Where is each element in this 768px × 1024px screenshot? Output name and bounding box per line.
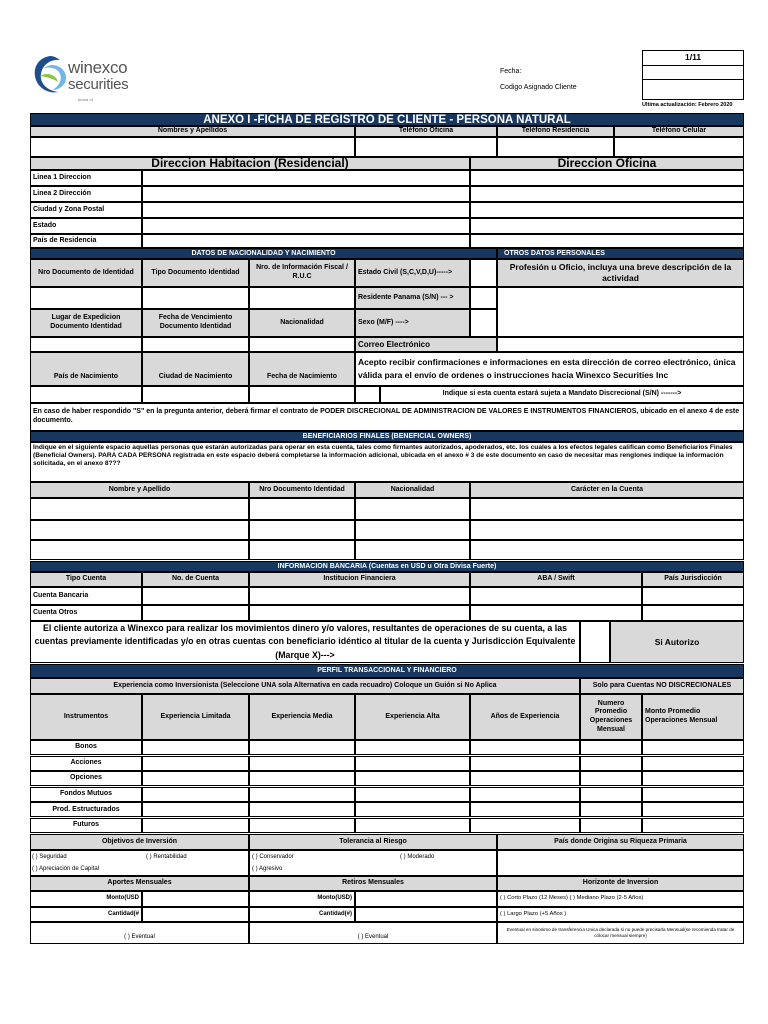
instrument-cell[interactable] — [580, 740, 642, 755]
option-retiros-eventual[interactable]: ( ) Eventual — [249, 922, 497, 944]
input-bancaria-no[interactable] — [142, 587, 249, 605]
input-tel-oficina[interactable] — [355, 137, 497, 157]
label-objetivos: Objetivos de Inversión — [30, 834, 249, 850]
instrument-cell[interactable] — [470, 771, 580, 786]
option-rentabilidad[interactable]: ( ) Rentabilidad — [146, 854, 187, 860]
instrument-cell[interactable] — [470, 787, 580, 802]
label-nacionalidad: Nacionalidad — [249, 309, 355, 337]
instrument-cell[interactable] — [580, 756, 642, 771]
band-otros-datos: OTROS DATOS PERSONALES — [497, 248, 744, 259]
logo-swirl-icon — [30, 54, 70, 96]
company-logo — [30, 52, 150, 114]
input-acepto[interactable] — [355, 386, 380, 403]
nota-mandato: En caso de haber respondido "S" en la pregunta anterior, deberá firmar el contrato de PODER DISCRECIONAL DE ADMINISTRACION DE VALORES E INSTRUMENTOS FINANCIEROS, ubicado en el anexo 4 de este documento. — [30, 403, 744, 431]
instrument-cell[interactable] — [470, 818, 580, 833]
col-tipo-cuenta: Tipo Cuenta — [30, 572, 142, 587]
col-nro-doc: Nro Documento Identidad — [249, 482, 355, 498]
option-agresivo[interactable]: ( ) Agresivo — [252, 866, 283, 872]
benef-row-3-nombre[interactable] — [30, 540, 249, 560]
input-linea2-hab[interactable] — [142, 186, 470, 202]
instrument-cell[interactable] — [142, 787, 249, 802]
instrument-cell[interactable] — [142, 818, 249, 833]
instrument-cell[interactable] — [142, 771, 249, 786]
label-correo: Correo Electrónico — [355, 337, 497, 352]
autoriza-text: El cliente autoriza a Winexco para realizar los movimientos dinero y/o valores, resultantes de operaciones de su cuenta, a las cuentas previamente identificadas y/o en otras cuentas con beneficiario idéntico al titular de la cuenta y Jurisdicción Equivalente (Marque X)---> — [30, 621, 580, 663]
instrument-cell[interactable] — [249, 787, 355, 802]
input-sexo[interactable] — [470, 309, 497, 337]
label-tipo-doc: Tipo Documento Identidad — [142, 259, 249, 287]
si-autorizo: Si Autorizo — [610, 621, 744, 663]
instrument-cell[interactable] — [470, 756, 580, 771]
input-aportes-cantidad[interactable] — [142, 907, 249, 922]
label-pais-nac: País de Nacimiento — [30, 352, 142, 386]
input-estado-civil[interactable] — [470, 259, 497, 287]
logo-sub: securities — [68, 76, 129, 93]
band-bancaria: INFORMACION BANCARIA (Cuentas en USD u Otra Divisa Fuerte) — [30, 561, 744, 572]
instrument-cell[interactable] — [580, 818, 642, 833]
input-ciudad-hab[interactable] — [142, 202, 470, 218]
input-fecha-venc[interactable] — [142, 337, 249, 352]
benef-row-3-doc[interactable] — [249, 540, 355, 560]
input-estado-ofi[interactable] — [470, 218, 744, 234]
instrument-cell[interactable] — [642, 787, 744, 802]
label-tel-oficina: Teléfono Oficina — [355, 126, 497, 137]
instrument-cell[interactable] — [142, 756, 249, 771]
input-tel-celular[interactable] — [614, 137, 744, 157]
input-pais-ofi[interactable] — [470, 234, 744, 248]
input-linea1-ofi[interactable] — [470, 170, 744, 186]
heading-direccion-habitacion: Direccion Habitacion (Residencial) — [30, 157, 470, 170]
label-retiros-monto: Monto(USD) — [249, 891, 355, 907]
autoriza-checkbox[interactable] — [580, 621, 610, 663]
label-retiros: Retiros Mensuales — [249, 876, 497, 891]
label-estado: Estado — [30, 218, 142, 234]
experiencia-heading: Experiencia como Inversionista (Seleccione UNA sola Alternativa en cada recuadro) Coloque un Guión si No Aplica — [30, 678, 580, 694]
label-pais-riqueza: País donde Origina su Riqueza Primaria — [497, 834, 744, 850]
acepto-text: Acepto recibir confirmaciones e informaciones en esta dirección de correo electrónico, única válida para el envío de ordenes o instrucciones hacia Winexco Securities Inc — [355, 352, 744, 386]
label-aportes-monto: Monto(USD — [30, 891, 142, 907]
label-fecha-venc: Fecha de Vencimiento Documento Identidad — [142, 309, 249, 337]
benef-row-3-nac[interactable] — [355, 540, 470, 560]
input-correo[interactable] — [497, 337, 744, 352]
instrument-cell[interactable] — [355, 802, 470, 817]
label-aportes-cantidad: Cantidad(# — [30, 907, 142, 922]
instrument-cell[interactable] — [642, 756, 744, 771]
label-estado-civil: Estado Civil (S,C,V,D,U)-----> — [355, 259, 470, 287]
input-otros-inst[interactable] — [249, 605, 470, 621]
input-nombres[interactable] — [30, 137, 355, 157]
benef-row-1-doc[interactable] — [249, 498, 355, 520]
instrument-cell[interactable] — [470, 802, 580, 817]
input-otros-pais[interactable] — [642, 605, 744, 621]
input-otros-no[interactable] — [142, 605, 249, 621]
benef-row-1-car[interactable] — [470, 498, 744, 520]
form-title: ANEXO I -FICHA DE REGISTRO DE CLIENTE - PERSONA NATURAL — [30, 113, 744, 126]
codigo-label: Codigo Asignado Cliente — [500, 84, 577, 91]
input-residente[interactable] — [470, 287, 497, 309]
instrument-label: Futuros — [30, 818, 142, 833]
label-sexo: Sexo (M/F) ----> — [355, 309, 470, 337]
instrument-cell[interactable] — [142, 740, 249, 755]
input-lugar-exp[interactable] — [30, 337, 142, 352]
label-cuenta-bancaria: Cuenta Bancaria — [30, 587, 142, 605]
benef-row-2-car[interactable] — [470, 520, 744, 540]
instrument-label: Prod. Estructurados — [30, 802, 142, 817]
benef-row-3-car[interactable] — [470, 540, 744, 560]
heading-direccion-oficina: Direccion Oficina — [470, 157, 744, 170]
label-nro-doc: Nro Documento de Identidad — [30, 259, 142, 287]
benef-row-2-nombre[interactable] — [30, 520, 249, 540]
label-tel-residencia: Teléfono Residencia — [497, 126, 614, 137]
label-lugar-exp: Lugar de Expedicion Documento Identidad — [30, 309, 142, 337]
instrument-cell[interactable] — [355, 756, 470, 771]
input-ciudad-nac[interactable] — [142, 386, 249, 403]
benef-row-2-doc[interactable] — [249, 520, 355, 540]
col-monto-prom: Monto Promedio Operaciones Mensual — [642, 694, 744, 740]
option-largo[interactable]: ( ) Largo Plazo (+5 Años ) — [497, 907, 744, 922]
label-ciudad: Ciudad y Zona Postal — [30, 202, 142, 218]
input-linea2-ofi[interactable] — [470, 186, 744, 202]
input-bancaria-inst[interactable] — [249, 587, 470, 605]
instrument-cell[interactable] — [580, 802, 642, 817]
instrument-cell[interactable] — [355, 818, 470, 833]
col-num-prom: Numero Promedio Operaciones Mensual — [580, 694, 642, 740]
label-linea1: Linea 1 Direccion — [30, 170, 142, 186]
page-box — [642, 50, 744, 65]
instrument-label: Bonos — [30, 740, 142, 755]
col-no-cuenta: No. de Cuenta — [142, 572, 249, 587]
logo-main: winexco — [68, 58, 128, 77]
col-exp-limitada: Experiencia Limitada — [142, 694, 249, 740]
instrument-label: Acciones — [30, 756, 142, 771]
label-fecha-nac: Fecha de Nacimiento — [249, 352, 355, 386]
benef-row-1-nombre[interactable] — [30, 498, 249, 520]
eventual-note: Eventual en sinonimo de transferencia Unica declarada si no puede precisarla Mensual(se recomienda tratar de colocar mensual siempre) — [497, 922, 744, 944]
instrument-cell[interactable] — [249, 740, 355, 755]
instrument-cell[interactable] — [470, 740, 580, 755]
input-estado-hab[interactable] — [142, 218, 470, 234]
input-otros-aba[interactable] — [470, 605, 642, 621]
instrument-cell[interactable] — [642, 802, 744, 817]
option-conservador[interactable]: ( ) Conservador — [252, 854, 294, 860]
instrument-cell[interactable] — [249, 756, 355, 771]
input-nacionalidad[interactable] — [249, 337, 355, 352]
col-instrumentos: Instrumentos — [30, 694, 142, 740]
input-profesion[interactable] — [497, 287, 744, 337]
input-ciudad-ofi[interactable] — [470, 202, 744, 218]
col-aba-swift: ABA / Swift — [470, 572, 642, 587]
col-exp-alta: Experiencia Alta — [355, 694, 470, 740]
mandato-question: Indique si esta cuenta estará sujeta a Mandato Discrecional (S/N) -------> — [380, 386, 744, 403]
input-pais-riqueza[interactable] — [497, 850, 744, 876]
instrument-cell[interactable] — [355, 740, 470, 755]
label-tolerancia: Tolerancia al Riesgo — [249, 834, 497, 850]
instrument-cell[interactable] — [580, 771, 642, 786]
instrument-cell[interactable] — [355, 771, 470, 786]
label-linea2: Linea 2 Dirección — [30, 186, 142, 202]
instrument-cell[interactable] — [642, 771, 744, 786]
col-nombre-apellido: Nombre y Apellido — [30, 482, 249, 498]
col-caracter: Carácter en la Cuenta — [470, 482, 744, 498]
label-nro-fiscal: Nro. de Información Fiscal / R.U.C — [249, 259, 355, 287]
fecha-input[interactable] — [642, 65, 744, 80]
input-tipo-doc[interactable] — [142, 287, 249, 309]
input-pais-hab[interactable] — [142, 234, 470, 248]
col-exp-media: Experiencia Media — [249, 694, 355, 740]
label-aportes: Aportes Mensuales — [30, 876, 249, 891]
band-perfil: PERFIL TRANSACCIONAL Y FINANCIERO — [30, 664, 744, 678]
instrument-cell[interactable] — [249, 818, 355, 833]
label-nombres: Nombres y Apellidos — [30, 126, 355, 137]
input-nro-fiscal[interactable] — [249, 287, 355, 309]
benef-row-2-nac[interactable] — [355, 520, 470, 540]
codigo-input[interactable] — [642, 80, 744, 100]
instrument-cell[interactable] — [249, 802, 355, 817]
label-residente: Residente Panama (S/N) --- > — [355, 287, 470, 309]
label-tel-celular: Teléfono Celular — [614, 126, 744, 137]
band-beneficiarios: BENEFICIARIOS FINALES (BENEFICIAL OWNERS) — [30, 431, 744, 442]
instrument-label: Fondos Mutuos — [30, 787, 142, 802]
col-pais-jurisdiccion: País Jurisdicción — [642, 572, 744, 587]
instrument-cell[interactable] — [580, 787, 642, 802]
logo-tag: brand of — [78, 97, 93, 102]
beneficiarios-text: Indique en el siguiente espacio aquellas personas que estarán autorizadas para operar en esta cuenta, tales como firmantes autorizados, apoderados, etc. los cuales a los efectos legales califican como Beneficiarios Finales (Beneficial Owners). PARA CADA PERSONA registrada en este espacio deberá completarse la información adicional, ubicada en el anexo # 3 de este documento en caso de necesitar mas renglones indique la información solicitada, en el anexo 8??? — [30, 442, 744, 482]
input-pais-nac[interactable] — [30, 386, 142, 403]
band-nacionalidad: DATOS DE NACIONALIDAD Y NACIMIENTO — [30, 248, 497, 259]
input-tel-residencia[interactable] — [497, 137, 614, 157]
input-aportes-monto[interactable] — [142, 891, 249, 907]
option-aportes-eventual[interactable]: ( ) Eventual — [30, 922, 249, 944]
instrument-label: Opciones — [30, 771, 142, 786]
instrument-cell[interactable] — [355, 787, 470, 802]
input-fecha-nac[interactable] — [249, 386, 355, 403]
label-ciudad-nac: Ciudad de Nacimiento — [142, 352, 249, 386]
page-number: 1/11 — [685, 52, 702, 62]
col-anios-exp: Años de Experiencia — [470, 694, 580, 740]
last-updated: Ultima actualización: Febrero 2020 — [642, 102, 733, 108]
option-apreciacion[interactable]: ( ) Apreciación de Capital — [32, 866, 100, 872]
solo-no-disc-heading: Solo para Cuentas NO DISCRECIONALES — [580, 678, 744, 694]
input-linea1-hab[interactable] — [142, 170, 470, 186]
label-pais-residencia: País de Residencia — [30, 234, 142, 248]
instrument-cell[interactable] — [642, 818, 744, 833]
fecha-label: Fecha: — [500, 68, 522, 75]
option-corto-mediano[interactable]: ( ) Corto Plazo (12 Meses) ( ) Mediano Plazo (2-5 Años) — [497, 891, 744, 907]
label-profesion: Profesión u Oficio, incluya una breve descripción de la actividad — [497, 259, 744, 287]
benef-row-1-nac[interactable] — [355, 498, 470, 520]
option-seguridad[interactable]: ( ) Seguridad — [32, 854, 67, 860]
input-bancaria-pais[interactable] — [642, 587, 744, 605]
col-nacionalidad: Nacionalidad — [355, 482, 470, 498]
label-cuenta-otros: Cuenta Otros — [30, 605, 142, 621]
instrument-cell[interactable] — [142, 802, 249, 817]
instrument-cell[interactable] — [249, 771, 355, 786]
label-horizonte: Horizonte de Inversion — [497, 876, 744, 891]
input-retiros-monto[interactable] — [355, 891, 497, 907]
col-institucion: Institucion Financiera — [249, 572, 470, 587]
input-nro-doc[interactable] — [30, 287, 142, 309]
label-retiros-cantidad: Cantidad(#) — [249, 907, 355, 922]
instrument-cell[interactable] — [642, 740, 744, 755]
input-bancaria-aba[interactable] — [470, 587, 642, 605]
input-retiros-cantidad[interactable] — [355, 907, 497, 922]
option-moderado[interactable]: ( ) Moderado — [400, 854, 435, 860]
